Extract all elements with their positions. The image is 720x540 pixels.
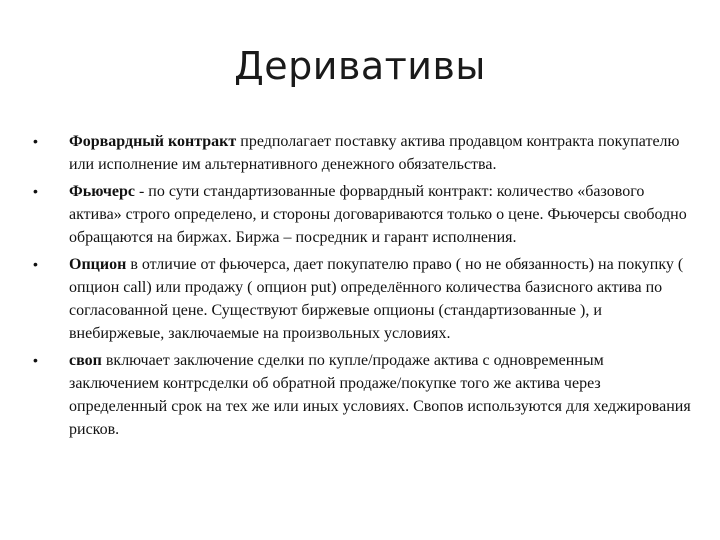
term-option: Опцион — [69, 256, 127, 273]
bullet-list — [33, 130, 693, 445]
term-swap: своп — [69, 352, 102, 369]
bullet-dot-icon: • — [33, 256, 38, 272]
bullet-item-forward — [33, 130, 693, 176]
bullet-item-option — [33, 253, 693, 345]
bullet-dot-icon: • — [33, 133, 38, 149]
bullet-item-futures — [33, 180, 693, 249]
definition-option: в отличие от фьючерса, дает покупателю право ( но не обязанность) на покупку ( опцион call) или продажу ( опцион put) определённого количества базисного актива по согласованной цене. Существуют биржевые опционы (стандартизованные ), и внебиржевые, заключаемые на произвольных условиях. — [69, 256, 684, 342]
definition-swap: включает заключение сделки по купле/продаже актива с одновременным заключением контрсделки об обратной продаже/покупке того же актива через определенный срок на тех же или иных условиях. Свопов используются для хеджирования рисков. — [69, 352, 691, 438]
definition-futures: - по сути стандартизованные форвардный контракт: количество «базового актива» строго определено, и стороны договариваются только о цене. Фьючерсы свободно обращаются на биржах. Биржа – посредник и гарант исполнения. — [69, 183, 687, 246]
bullet-dot-icon: • — [33, 352, 38, 368]
slide-title: Деривативы — [234, 44, 486, 88]
definition-forward: предполагает поставку актива продавцом контракта покупателю или исполнение им альтернативного денежного обязательства. — [69, 133, 680, 173]
bullet-item-swap — [33, 349, 693, 441]
term-forward: Форвардный контракт — [69, 133, 237, 150]
term-futures: Фьючерс — [69, 183, 135, 200]
bullet-dot-icon: • — [33, 183, 38, 199]
